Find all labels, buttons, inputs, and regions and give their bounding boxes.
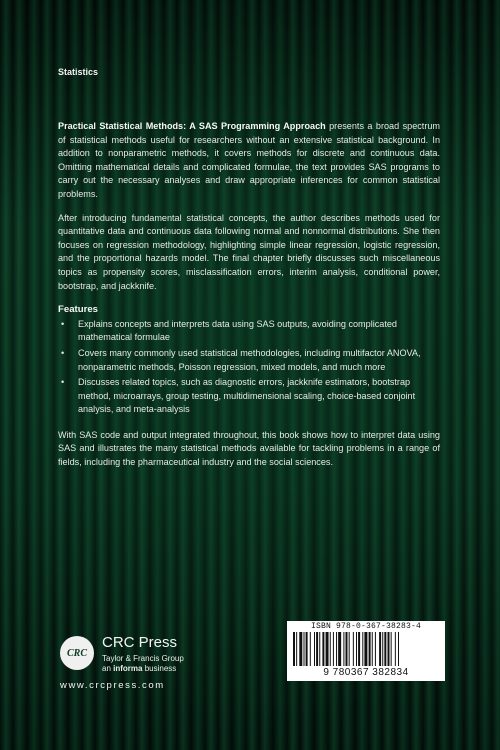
overview-paragraph: After introducing fundamental statistical concepts, the author describes methods used for quantitative data and continuous data following normal and nonnormal distributions. She then focuses on regression methodology, highlighting simple linear regression, logistic regression, and the proportional hazards model. The final chapter briefly discusses such miscellaneous topics as propensity scores, misclassification errors, interim analysis, conditional power, bootstrap, and jackknife. <box>58 212 440 291</box>
barcode-stripe <box>304 632 305 666</box>
barcode-stripe <box>369 632 371 666</box>
crc-logo-icon <box>60 636 94 670</box>
publisher-name: CRC Press <box>102 634 178 651</box>
feature-item: • Explains concepts and interprets data using SAS outputs, avoiding complicated mathematical formulae <box>61 318 397 343</box>
barcode-digits: 9 780367 382834 <box>323 667 409 678</box>
barcode-stripe <box>362 632 363 666</box>
feature-item: • Covers many commonly used statistical methodologies, including multifactor ANOVA, nonparametric methods, Poisson regression, mixed models, and much more <box>61 347 421 372</box>
barcode-stripe <box>293 632 295 666</box>
category-label: Statistics <box>58 67 99 77</box>
barcode-stripe <box>375 632 376 666</box>
isbn-barcode <box>287 621 445 681</box>
barcode-stripe <box>395 632 396 666</box>
barcode-stripe <box>349 632 350 666</box>
barcode-stripe <box>358 632 360 666</box>
intro-text: presents a broad spectrum of statistical methods useful for researchers without an extensive statistical background. In addition to nonparametric methods, it covers methods for discrete and continuous data. Omitting mathematical details and complicated formulae, the text provides SAS programs to carry out the necessary analyses and draw appropriate inferences for common statistical problems. <box>58 121 440 199</box>
barcode-stripe <box>398 632 399 666</box>
barcode-stripe <box>314 632 315 666</box>
publisher-business: an informa business <box>102 664 177 673</box>
barcode-stripe <box>343 632 344 666</box>
intro-paragraph <box>58 120 440 202</box>
barcode-stripe <box>322 632 324 666</box>
isbn-label: ISBN 978-0-367-38283-4 <box>310 622 422 631</box>
description <box>58 120 440 480</box>
barcode-stripe <box>338 632 341 666</box>
barcode-stripe <box>316 632 318 666</box>
barcode-stripe <box>299 632 302 666</box>
barcode-stripe <box>356 632 357 666</box>
bullet-icon: • <box>61 347 65 358</box>
barcode-stripe <box>336 632 337 666</box>
barcode-stripe <box>384 632 386 666</box>
barcode-stripe <box>296 632 297 666</box>
barcode-stripe <box>382 632 383 666</box>
closing-paragraph: With SAS code and output integrated throughout, this book shows how to interpret data using SAS and illustrates the many statistical methods available for tackling problems in a range of fields, including the pharmaceutical industry and the social sciences. <box>58 429 440 468</box>
barcode-stripe <box>388 632 390 666</box>
features-list <box>58 318 440 417</box>
barcode-stripe <box>310 632 311 666</box>
barcode-stripe <box>306 632 308 666</box>
barcode-stripe <box>391 632 392 666</box>
crc-logo-text: CRC <box>66 647 87 659</box>
barcode-stripe <box>326 632 329 666</box>
features-heading: Features <box>58 304 98 316</box>
book-title: Practical Statistical Methods: A SAS Programming Approach <box>58 121 326 131</box>
barcode-stripe <box>333 632 334 666</box>
barcode-stripe <box>353 632 354 666</box>
feature-item: • Discusses related topics, such as diagnostic errors, jackknife estimators, bootstrap method, microarrays, group testing, multidimensional scaling, choice-based conjoint analysis, and meta-analysis <box>61 377 416 415</box>
bullet-icon: • <box>61 377 65 388</box>
publisher-url: www.crcpress.com <box>60 680 165 691</box>
barcode-stripe <box>319 632 320 666</box>
publisher-group: Taylor & Francis Group <box>102 654 184 663</box>
barcode-stripe <box>346 632 348 666</box>
barcode-stripe <box>364 632 367 666</box>
barcode-stripe <box>379 632 381 666</box>
bullet-icon: • <box>61 318 65 329</box>
barcode-stripe <box>330 632 331 666</box>
barcode-bars-icon <box>293 632 439 666</box>
publisher-block <box>60 634 260 694</box>
barcode-stripe <box>372 632 373 666</box>
